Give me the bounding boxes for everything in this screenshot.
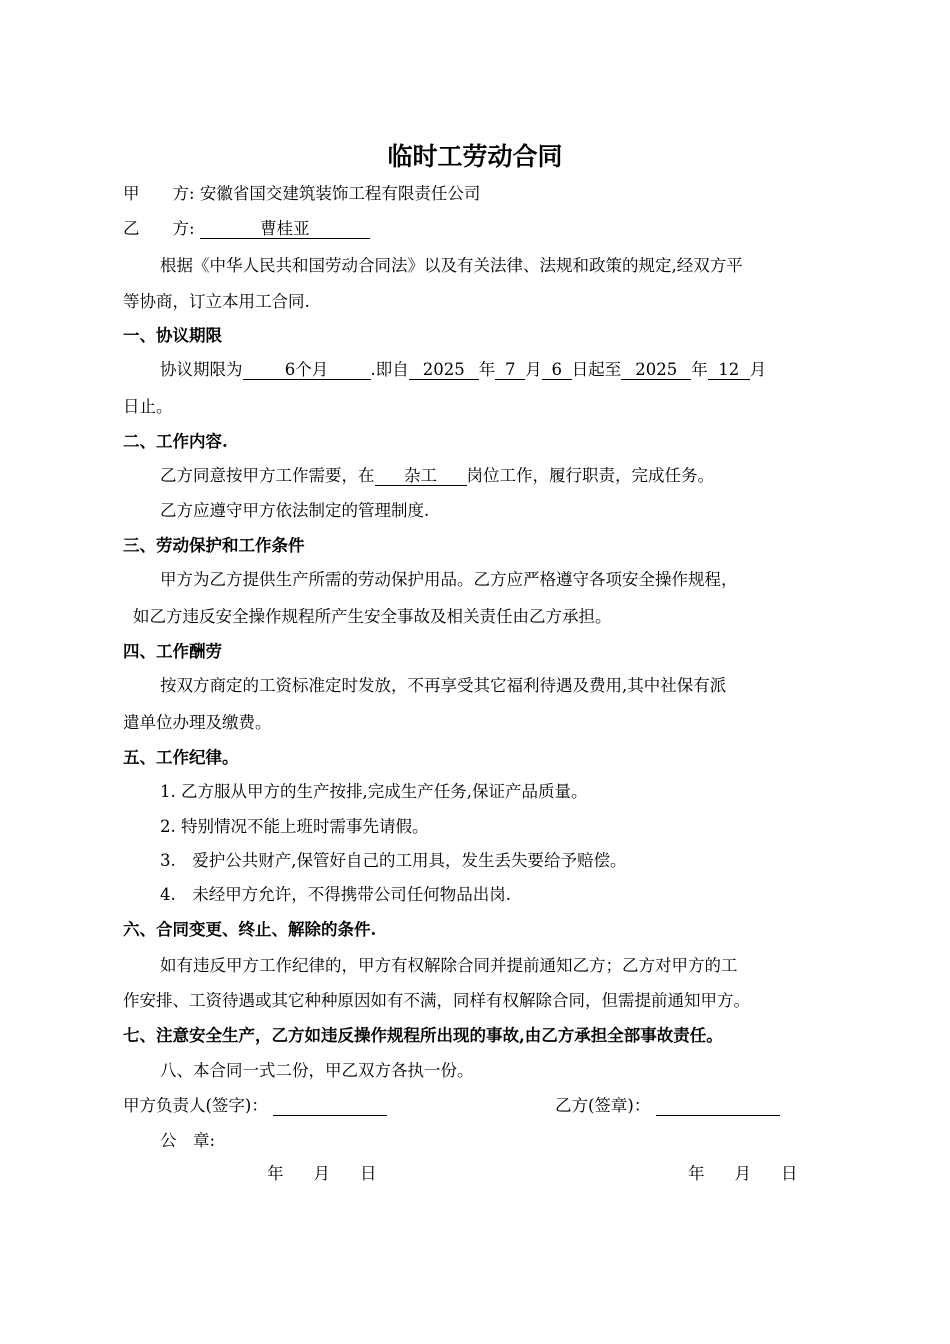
seal-label: 公 章: xyxy=(160,1131,216,1150)
term-text: 月 xyxy=(749,360,767,379)
section-8-text: 八、本合同一式二份，甲乙双方各执一份。 xyxy=(160,1061,474,1080)
work-content-line-2: 乙方应遵守甲方依法制定的管理制度. xyxy=(160,501,430,520)
party-a-signature-label: 甲方负责人(签字)： xyxy=(123,1096,268,1115)
term-line xyxy=(160,360,766,380)
start-day: 6 xyxy=(542,360,572,380)
date-month: 月 xyxy=(313,1164,330,1183)
pay-line-1: 按双方商定的工资标准定时发放，不再享受其它福利待遇及费用,其中社保有派 xyxy=(160,676,727,695)
section-6-heading: 六、合同变更、终止、解除的条件. xyxy=(123,920,377,939)
party-b-signature-label: 乙方(签章)： xyxy=(555,1096,651,1115)
work-content-line-1 xyxy=(160,466,714,486)
termination-line-2: 作安排、工资待遇或其它种种原因如有不满，同样有权解除合同，但需提前通知甲方。 xyxy=(123,991,750,1010)
term-text: 日起至 xyxy=(571,360,622,379)
section-4-heading: 四、工作酬劳 xyxy=(123,642,222,661)
discipline-item: 2. 特别情况不能上班时需事先请假。 xyxy=(160,817,429,836)
intro-line-2: 等协商，订立本用工合同. xyxy=(123,292,310,311)
party-a-date xyxy=(267,1164,377,1184)
discipline-item: 1. 乙方服从甲方的生产按排,完成生产任务,保证产品质量。 xyxy=(160,782,588,801)
term-duration: 6个月 xyxy=(243,360,371,380)
term-text: 年 xyxy=(691,360,708,379)
section-7-heading: 七、注意安全生产，乙方如违反操作规程所出现的事故,由乙方承担全部事故责任。 xyxy=(123,1026,723,1045)
end-month: 12 xyxy=(708,360,750,380)
party-b-signature xyxy=(555,1096,780,1116)
party-b-line xyxy=(123,219,370,239)
date-month: 月 xyxy=(734,1164,751,1183)
page-title: 临时工劳动合同 xyxy=(387,142,563,171)
section-3-heading: 三、劳动保护和工作条件 xyxy=(123,536,305,555)
party-b-signature-line xyxy=(656,1097,780,1116)
termination-line-1: 如有违反甲方工作纪律的，甲方有权解除合同并提前通知乙方；乙方对甲方的工 xyxy=(160,956,738,975)
protection-line-2: 如乙方违反安全操作规程所产生安全事故及相关责任由乙方承担。 xyxy=(133,607,612,626)
work-content-text: 岗位工作，履行职责，完成任务。 xyxy=(466,466,714,485)
intro-line-1: 根据《中华人民共和国劳动合同法》以及有关法律、法规和政策的规定,经双方平 xyxy=(160,256,743,275)
date-year: 年 xyxy=(688,1164,705,1183)
protection-line-1: 甲方为乙方提供生产所需的劳动保护用品。乙方应严格遵守各项安全操作规程， xyxy=(160,570,738,589)
discipline-item: 4. 未经甲方允许，不得携带公司任何物品出岗. xyxy=(160,885,511,904)
party-a-signature xyxy=(123,1096,387,1116)
term-text: .即自 xyxy=(370,360,409,379)
party-a-line xyxy=(123,184,480,204)
term-text: 月 xyxy=(525,360,542,379)
term-text: 年 xyxy=(478,360,496,379)
start-month: 7 xyxy=(495,360,525,380)
party-b-date xyxy=(688,1164,798,1184)
section-5-heading: 五、工作纪律。 xyxy=(123,748,239,767)
end-year: 2025 xyxy=(621,360,691,380)
date-year: 年 xyxy=(267,1164,284,1183)
pay-line-2: 遣单位办理及缴费。 xyxy=(123,713,272,732)
term-line-end: 日止。 xyxy=(123,397,173,416)
date-day: 日 xyxy=(781,1164,798,1183)
section-2-heading: 二、工作内容. xyxy=(123,432,228,451)
party-a-signature-line xyxy=(273,1097,387,1116)
party-b-name: 曹桂亚 xyxy=(200,219,370,239)
party-a-name: 安徽省国交建筑装饰工程有限责任公司 xyxy=(199,184,481,203)
job-position: 杂工 xyxy=(375,466,467,486)
party-a-label: 甲 方: xyxy=(123,184,195,203)
section-1-heading: 一、协议期限 xyxy=(123,326,222,345)
party-b-label: 乙 方: xyxy=(123,219,195,238)
term-text: 协议期限为 xyxy=(160,360,243,379)
date-day: 日 xyxy=(360,1164,377,1183)
discipline-item: 3. 爱护公共财产,保管好自己的工用具，发生丢失要给予赔偿。 xyxy=(160,851,627,870)
start-year: 2025 xyxy=(409,360,479,380)
work-content-text: 乙方同意按甲方工作需要，在 xyxy=(160,466,375,485)
